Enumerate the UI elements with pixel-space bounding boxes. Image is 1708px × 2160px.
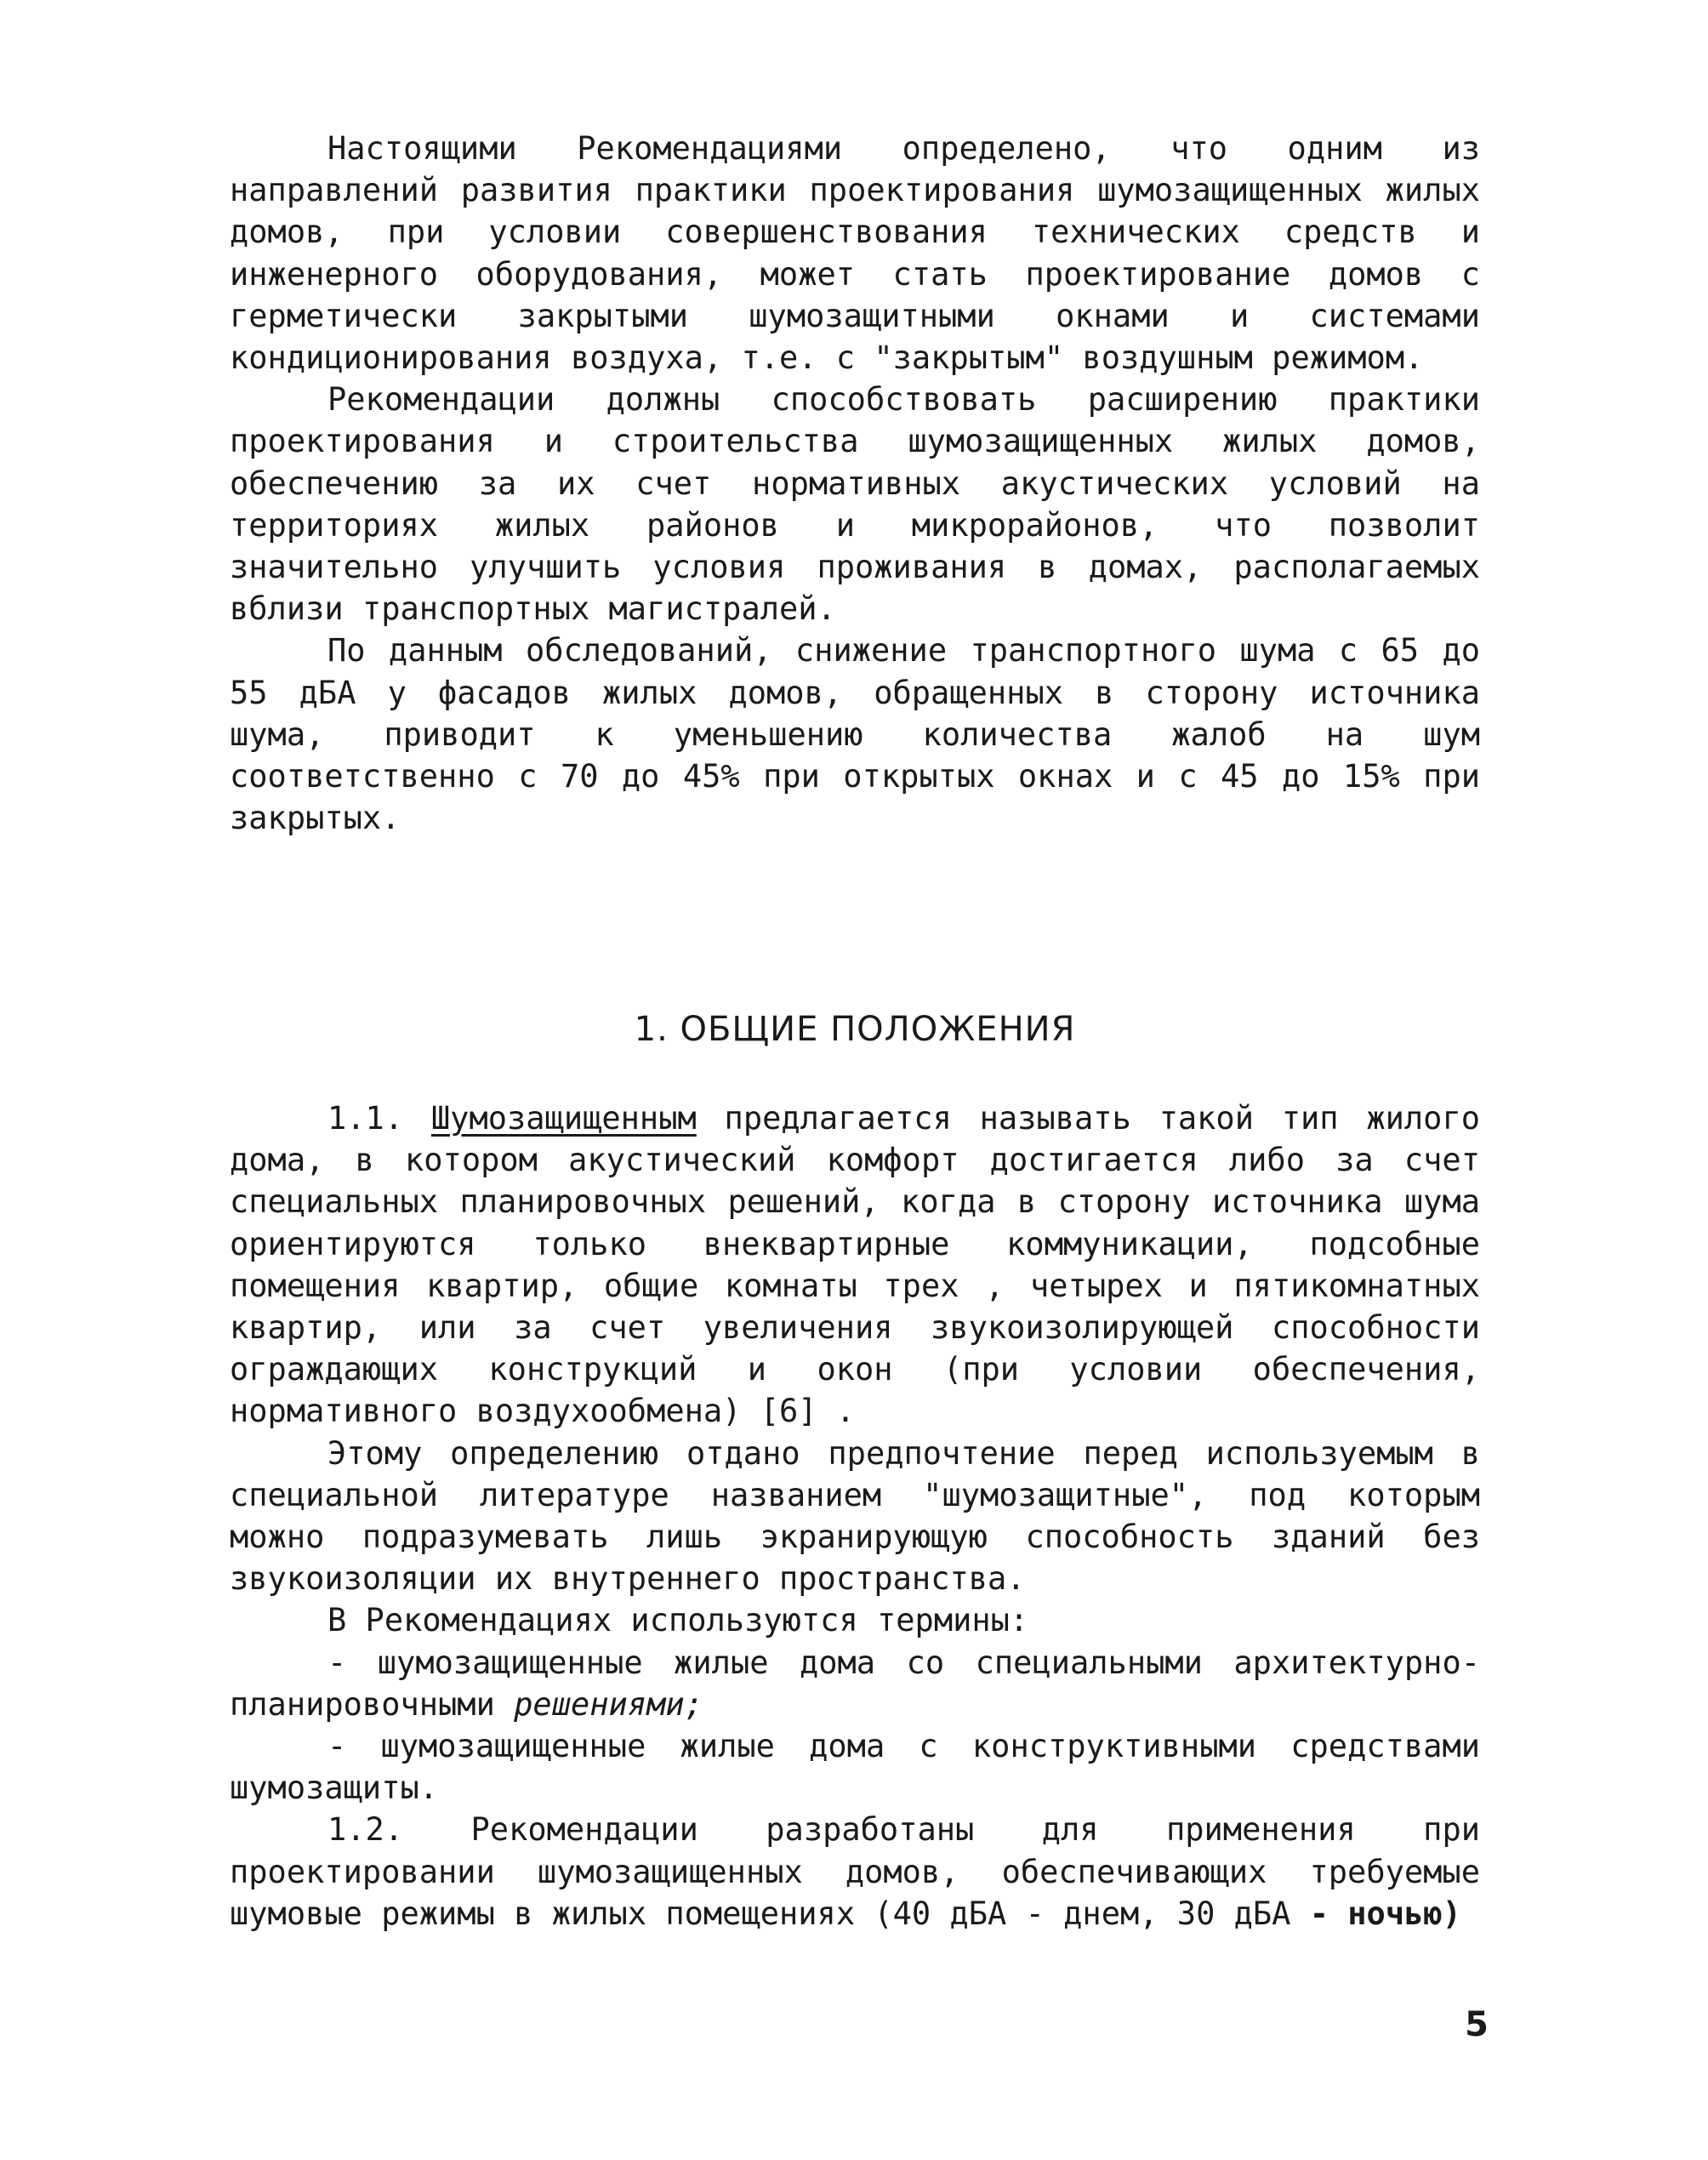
paragraph-1-2-tail: - ночью) [1309,1895,1461,1932]
section-heading: 1. ОБЩИЕ ПОЛОЖЕНИЯ [634,1010,1076,1049]
intro-paragraph-1: Настоящими Рекомендациями определено, что одним из направлений развития практики проектирования шумозащищенных жилых домов, при условии совершенствования технических средств и инженерного оборудования, может стать проектирование домов с герметически закрытыми шумозащитными окнами и системами кондиционирования воздуха, т.е. с "закрытым" воздушным режимом. [230,130,1480,377]
term-item-1 [230,1642,1480,1725]
paragraph-1-1 [230,1097,1480,1433]
paragraph-1-1-end: . [835,1393,856,1430]
paragraph-terms-intro: В Рекомендациях используются термины: [327,1602,1029,1639]
defined-term: Шумозащищенным [430,1100,697,1137]
paragraph-1-2-text: 1.2. Рекомендации разработаны для применения при проектировании шумозащищенных домов, обеспечивающих требуемые шумовые режимы в жилых помещениях (40 дБА - днем, 30 дБА [230,1811,1480,1932]
reference-citation: [6] [760,1393,817,1430]
intro-paragraph-3: По данным обследований, снижение транспортного шума с 65 до 55 дБА у фасадов жилых домов, обращенных в сторону источника шума, приводит к уменьшению количества жалоб на шум соответственно с 70 до 45% при открытых окнах и с 45 до 15% при закрытых. [230,632,1480,837]
term-item-1-text: - шумозащищенные жилые дома со специальными архитектурно-планировочными [230,1644,1480,1723]
intro-paragraph-2: Рекомендации должны способствовать расширению практики проектирования и строительства шумозащищенных жилых домов, обеспечению за их счет нормативных акустических условий на территориях жилых районов и микрорайонов, что позволит значительно улучшить условия проживания в домах, располагаемых вблизи транспортных магистралей. [230,381,1480,628]
paragraph-1-1-number: 1.1. [327,1100,404,1137]
paragraph-1-1-text: предлагается называть такой тип жилого дома, в котором акустический комфорт достигается либо за счет специальных планировочных решений, когда в сторону источника шума ориентируются только внеквартирные коммуникации, подсобные помещения квартир, общие комнаты трех , четырех и пятикомнатных квартир, или за счет увеличения звукоизолирующей способности ограждающих конструкций и окон (при условии обеспечения, нормативного воздухообмена) [230,1100,1481,1430]
paragraph-preference: Этому определению отдано предпочтение перед используемым в специальной литературе названием "шумозащитные", под которым можно подразумевать лишь экранирующую способность зданий без звукоизоляции их внутреннего пространства. [230,1434,1480,1598]
intro-block [230,128,1480,839]
paragraph-1-2 [230,1809,1480,1935]
section-block [230,1097,1480,1935]
term-item-2: - шумозащищенные жилые дома с конструктивными средствами шумозащиты. [230,1728,1480,1807]
page-number: 5 [1465,2005,1489,2044]
term-item-1-italic: решениями; [514,1685,703,1723]
